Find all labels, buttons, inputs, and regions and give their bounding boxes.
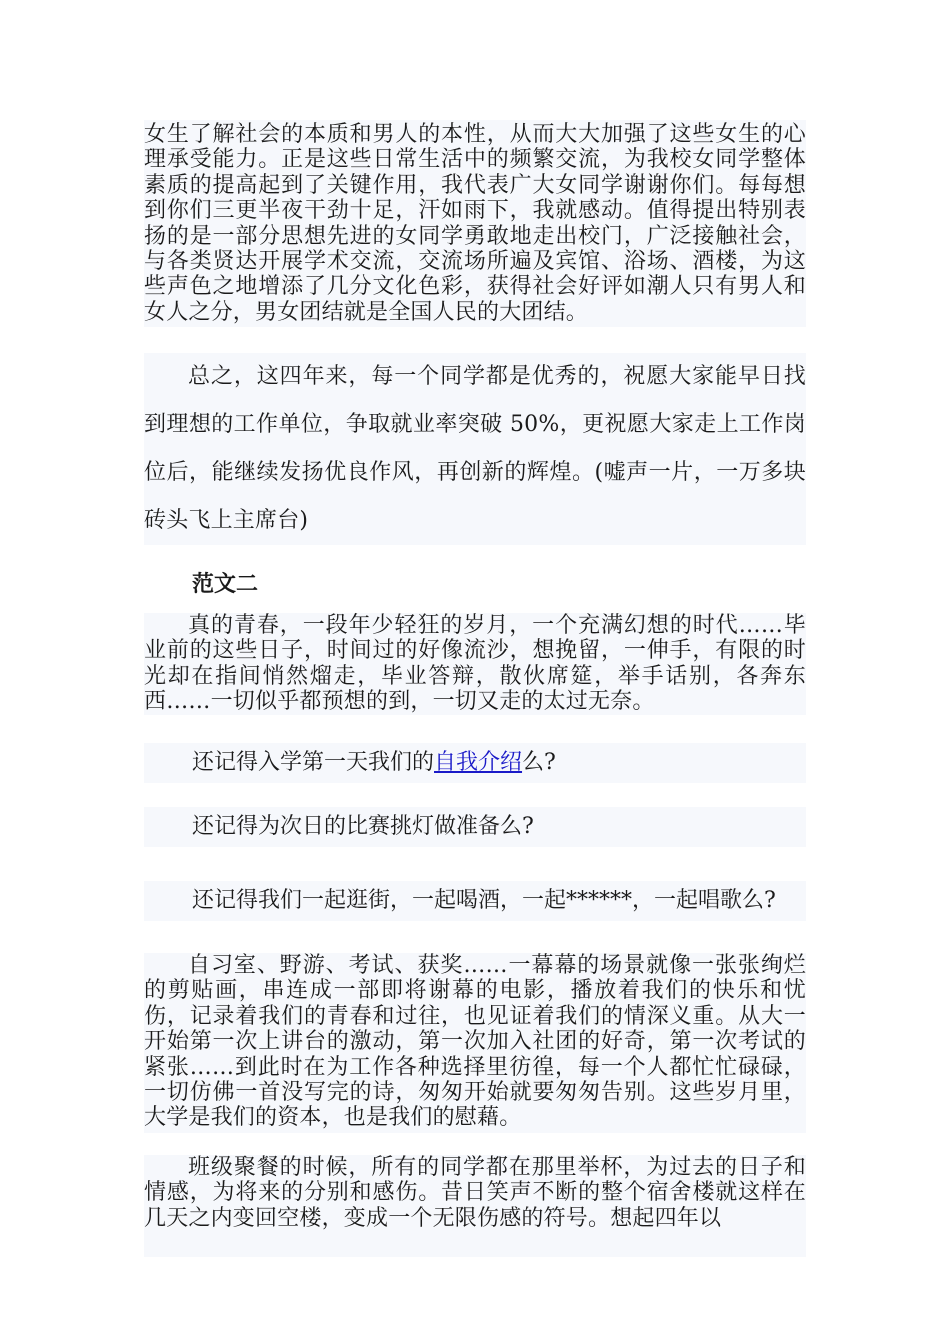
paragraph-4: 自习室、野游、考试、获奖……一幕幕的场景就像一张张绚烂的剪贴画，串连成一部即将谢幕的电影，播放着我们的快乐和忧伤，记录着我们的青春和过往，也见证着我们的情深义重。从大一开始第一次上讲台的激动，第一次加入社团的好奇，第一次考试的紧张……到此时在为工作各种选择里彷徨，每一个人都忙忙碌碌，一切仿佛一首没写完的诗，匆匆开始就要匆匆告别。这些岁月里，大学是我们的资本，也是我们的慰藉。 (144, 953, 806, 1133)
spacer (144, 605, 806, 613)
spacer (144, 783, 806, 807)
section-heading: 范文二 (144, 565, 806, 605)
question-2: 还记得为次日的比赛挑灯做准备么? (144, 807, 806, 847)
question-1-prefix: 还记得入学第一天我们的 (192, 750, 435, 775)
document-page (144, 120, 806, 1257)
paragraph-5: 班级聚餐的时候，所有的同学都在那里举杯，为过去的日子和情感，为将来的分别和感伤。昔日笑声不断的整个宿舍楼就这样在几天之内变回空楼，变成一个无限伤感的符号。想起四年以 (144, 1155, 806, 1257)
question-1 (144, 743, 806, 783)
paragraph-3: 真的青春，一段年少轻狂的岁月，一个充满幻想的时代……毕业前的这些日子，时间过的好像流沙，想挽留，一伸手，有限的时光却在指间悄然熘走，毕业答辩，散伙席筵，举手话别，各奔东西……一切似乎都预想的到，一切又走的太过无奈。 (144, 613, 806, 715)
paragraph-1: 女生了解社会的本质和男人的本性，从而大大加强了这些女生的心理承受能力。正是这些日常生活中的频繁交流，为我校女同学整体素质的提高起到了关键作用，我代表广大女同学谢谢你们。每每想到你们三更半夜干劲十足，汗如雨下，我就感动。值得提出特别表扬的是一部分思想先进的女同学勇敢地走出校门，广泛接触社会，与各类贤达开展学术交流，交流场所遍及宾馆、浴场、酒楼，为这些声色之地增添了几分文化色彩，获得社会好评如潮人只有男人和女人之分，男女团结就是全国人民的大团结。 (144, 120, 806, 327)
question-1-suffix: 么? (522, 750, 556, 775)
self-introduction-link[interactable]: 自我介绍 (434, 750, 523, 775)
spacer (144, 327, 806, 353)
spacer (144, 1133, 806, 1155)
spacer (144, 921, 806, 953)
paragraph-2: 总之，这四年来，每一个同学都是优秀的，祝愿大家能早日找到理想的工作单位，争取就业率突破 50%，更祝愿大家走上工作岗位后，能继续发扬优良作风，再创新的辉煌。(嘘声一片，一万多块砖头飞上主席台) (144, 353, 806, 545)
spacer (144, 545, 806, 565)
question-3: 还记得我们一起逛街，一起喝酒，一起******，一起唱歌么? (144, 881, 806, 921)
spacer (144, 715, 806, 743)
spacer (144, 847, 806, 881)
